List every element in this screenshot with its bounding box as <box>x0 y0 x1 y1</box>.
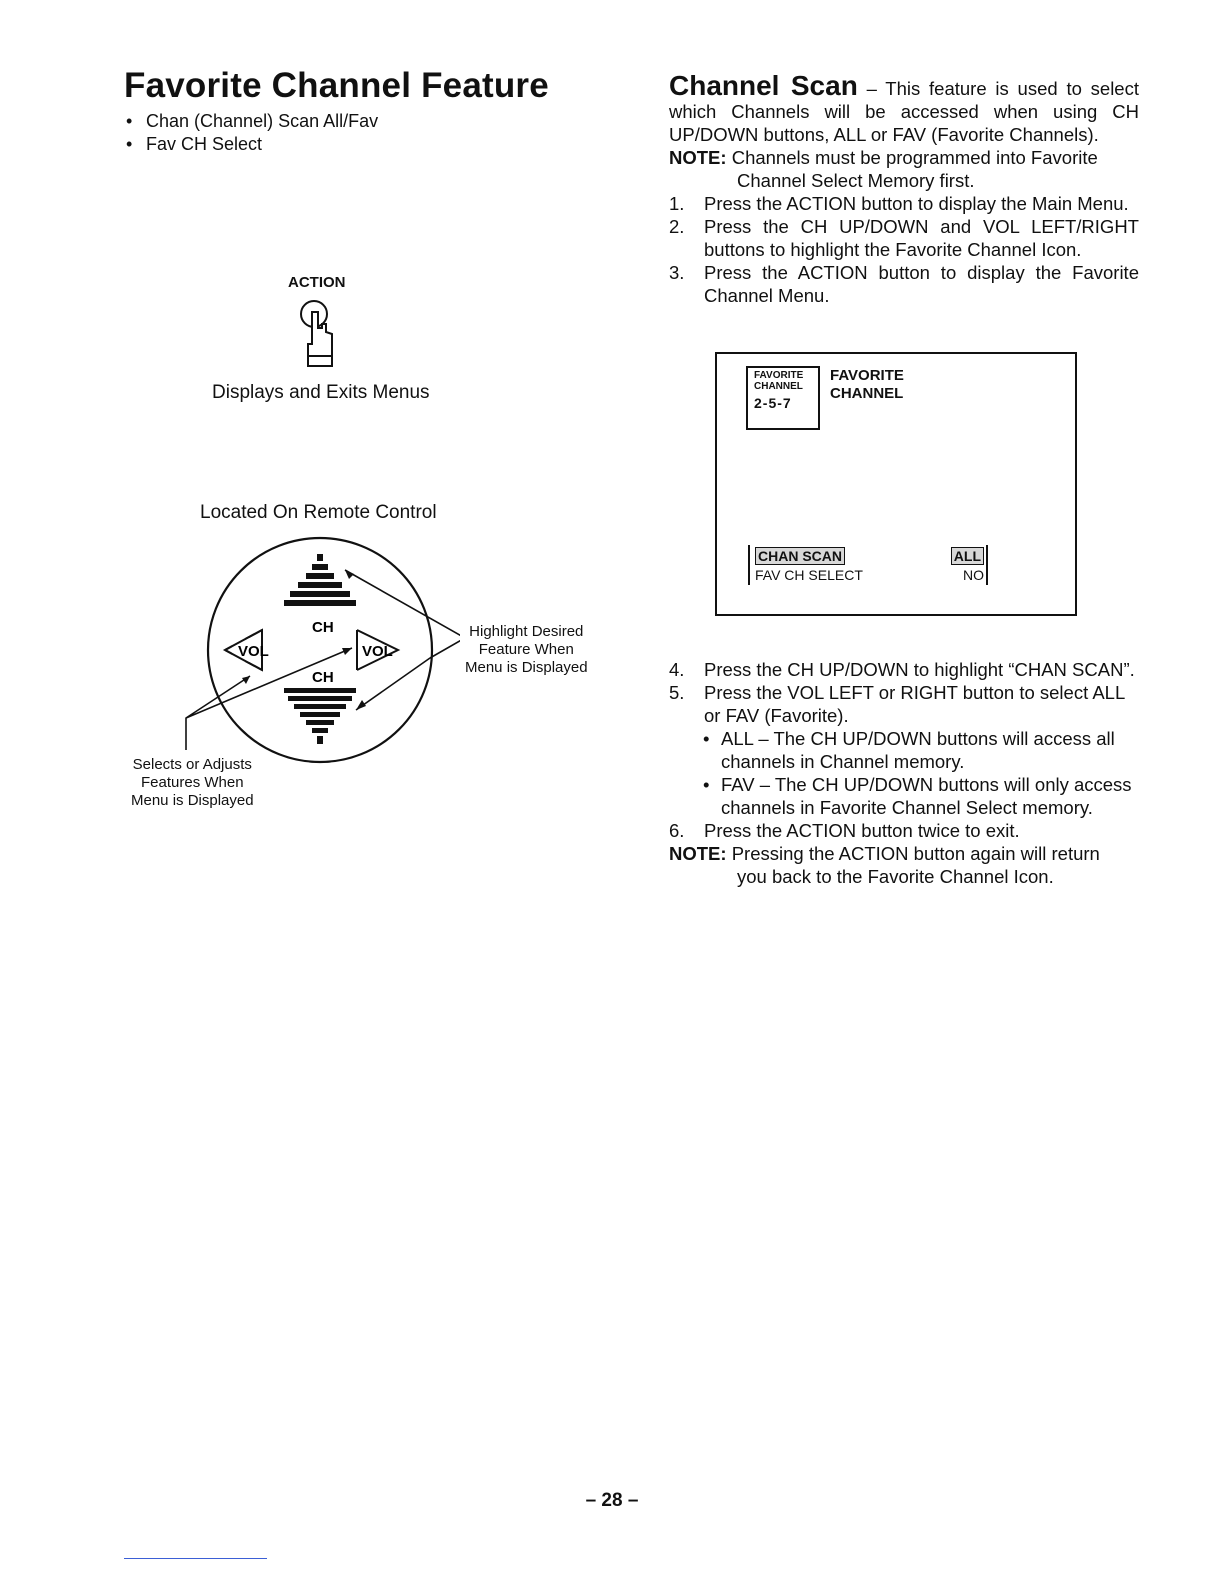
favorite-channel-icon-text: FAVORITE CHANNEL 2-5-7 <box>754 370 804 411</box>
feature-list <box>124 110 378 156</box>
note: NOTE: Channels must be programmed into Favorite Channel Select Memory first. <box>669 147 1098 191</box>
selects-note: Selects or Adjusts Features When Menu is Displayed <box>131 756 254 809</box>
list-item: 3. Press the ACTION button to display the Favorite Channel Menu. <box>669 262 1139 306</box>
note: NOTE: Pressing the ACTION button again will return you back to the Favorite Channel Icon. <box>669 843 1100 887</box>
ch-up-button[interactable] <box>284 554 356 606</box>
vol-left-label: VOL <box>238 643 269 660</box>
menu-options <box>748 545 988 585</box>
remote-control-diagram <box>120 530 460 775</box>
list-item: • FAV – The CH UP/DOWN buttons will only access channels in Favorite Channel Select memory. <box>669 773 1139 819</box>
list-item: 5. Press the VOL LEFT or RIGHT button to select ALL or FAV (Favorite). <box>669 682 1125 726</box>
menu-row-fav-ch-select[interactable]: FAV CH SELECT NO <box>748 565 988 585</box>
list-item: 2. Press the CH UP/DOWN and VOL LEFT/RIGHT buttons to highlight the Favorite Channel Icon. <box>669 216 1139 260</box>
action-label: ACTION <box>288 274 346 291</box>
ch-up-label: CH <box>312 619 334 636</box>
list-item: • ALL – The CH UP/DOWN buttons will access all channels in Channel memory. <box>669 727 1139 773</box>
menu-row-chan-scan[interactable]: CHAN SCAN ALL <box>748 545 988 565</box>
section-heading: Channel Scan <box>669 70 858 101</box>
steps-list <box>669 658 1139 727</box>
list-item: • Chan (Channel) Scan All/Fav <box>124 110 378 133</box>
steps-list <box>669 819 1139 842</box>
steps-list <box>669 192 1139 307</box>
channel-scan-section <box>669 70 1139 307</box>
remote-caption: Located On Remote Control <box>200 502 437 523</box>
channel-scan-intro: Channel Scan – This feature is used to select which Channels will be accessed when using CH UP/DOWN buttons, ALL or FAV (Favorite Channels). <box>669 70 1139 145</box>
action-caption: Displays and Exits Menus <box>212 382 430 403</box>
list-item: • Fav CH Select <box>124 133 378 156</box>
menu-title: FAVORITE CHANNEL <box>830 367 904 402</box>
ch-down-label: CH <box>312 669 334 686</box>
highlight-note: Highlight Desired Feature When Menu is Displayed <box>465 623 588 676</box>
list-item: 6. Press the ACTION button twice to exit. <box>669 820 1020 841</box>
list-item: 4. Press the CH UP/DOWN to highlight “CHAN SCAN”. <box>669 659 1135 680</box>
option-list <box>669 727 1139 819</box>
ch-down-button[interactable] <box>284 688 356 744</box>
steps-continued <box>669 658 1139 888</box>
page-number: – 28 – <box>585 1490 639 1511</box>
page-title: Favorite Channel Feature <box>124 66 549 105</box>
vol-right-label: VOL <box>362 643 393 660</box>
finger-press-icon <box>296 294 346 377</box>
footer-rule <box>124 1558 267 1559</box>
list-item: 1. Press the ACTION button to display the Main Menu. <box>669 193 1129 214</box>
